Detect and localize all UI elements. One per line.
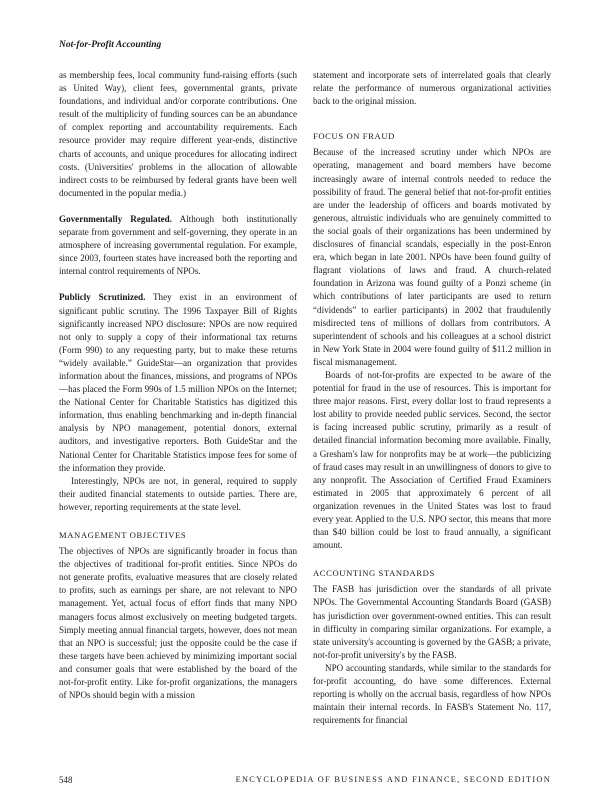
paragraph: Boards of not-for-profits are expected to be aware of the potential for fraud in the use of resources. This is important for three major reasons. First, every dollar lost to fraud represents a lost ability to provide needed public services. Second, the sector is facing increased public scrutiny, primarily as a result of detailed financial information becoming more available. Finally, a Gresham's law for nonprofits may be at work—the publicizing of fraud cases may result in an unwillingness of donors to give to any nonprofit. The Association of Certified Fraud Examiners estimated in 2005 that approximately 6 percent of all organization revenues in the United States was lost to fraud every year. Applied to the U.S. NPO sector, this means that more than $40 billion could be lost to fraud annually, a significant amount. xyxy=(313,369,551,551)
paragraph-text: Although both institutionally separate from government and self-governing, they operate in an atmosphere of increasing governmental regulation. For example, since 2003, fourteen states have increased both the reporting and internal control requirements of NPOs. xyxy=(59,213,297,277)
section-heading-focus-on-fraud: FOCUS ON FRAUD xyxy=(313,131,395,142)
running-header: Not-for-Profit Accounting xyxy=(59,40,162,50)
paragraph: Interestingly, NPOs are not, in general, required to supply their audited financial statements to outside parties. There are, however, reporting requirements at the state level. xyxy=(59,475,297,512)
right-column xyxy=(313,69,551,727)
paragraph: statement and incorporate sets of interrelated goals that clearly relate the performance of numerous organizational activities back to the original mission. xyxy=(313,70,551,107)
paragraph: NPO accounting standards, while similar to the standards for for-profit accounting, do have some differences. External reporting is wholly on the accrual basis, regardless of how NPOs maintain their internal records. In FASB's Statement No. 117, requirements for financial xyxy=(313,662,551,726)
run-in-heading: Publicly Scrutinized. xyxy=(59,292,146,303)
paragraph-publicly-scrutinized xyxy=(59,291,297,474)
paragraph: The FASB has jurisdiction over the standards of all private NPOs. The Governmental Accounting Standards Board (GASB) has jurisdiction over government-owned entities. This can result in difficulty in comparing similar organizations. For example, a state university's accounting is governed by the GASB; a private, not-for-profit university's by the FASB. xyxy=(313,584,551,660)
run-in-heading: Governmentally Regulated. xyxy=(59,213,172,224)
left-column xyxy=(59,69,297,702)
paragraph: as membership fees, local community fund-raising efforts (such as United Way), client fees, governmental grants, private foundations, and individual and/or corporate contributions. One result of the multiplicity of funding sources can be an abundance of complex reporting and accountability requirements. Each resource provider may require different year-ends, distinctive charts of accounts, and unique procedures for allocating indirect costs. (Universities' problems in the allocation of allowable indirect costs to be reimbursed by federal grants have been well documented in the popular media.) xyxy=(59,70,297,198)
section-heading-management-objectives: MANAGEMENT OBJECTIVES xyxy=(59,530,187,540)
paragraph-text: They exist in an environment of significant public scrutiny. The 1996 Taxpayer Bill of Rights significantly increased NPO disclosure: NPOs are now required not only to supply a copy of their informational tax returns (Form 990) to any requesting party, but to make these returns “widely available.” GuideStar—an organization that provides information about the finances, missions, and programs of NPOs—has placed the Form 990s of 1.5 million NPOs on the Internet; the National Center for Charitable Statistics has digitized this information, thus enabling benchmarking and in-depth financial analysis by NPO management, potential donors, external auditors, and investigative reporters. Both GuideStar and the National Center for Charitable Statistics impose fees for some of the information they provide. xyxy=(59,292,297,473)
section-heading-accounting-standards: ACCOUNTING STANDARDS xyxy=(313,568,435,579)
page-number: 548 xyxy=(59,775,73,785)
book-title: ENCYCLOPEDIA OF BUSINESS AND FINANCE, SECOND EDITION xyxy=(235,775,551,784)
paragraph-governmentally-regulated xyxy=(59,213,297,278)
paragraph: The objectives of NPOs are significantly broader in focus than the objectives of traditional for-profit entities. Since NPOs do not generate profits, evaluative measures that are closely related to profits, such as earnings per share, are not relevant to NPO management. Yet, actual focus of effort finds that many NPO managers focus almost exclusively on meeting budgeted targets. Simply meeting annual financial targets, however, does not mean that an NPO is successful; just the opposite could be the case if these targets have been achieved by minimizing important social and consumer goals that were established by the board of the not-for-profit entity. Like for-profit organizations, the managers of NPOs should begin with a mission xyxy=(59,546,297,701)
paragraph: Because of the increased scrutiny under which NPOs are operating, management and board members have become increasingly aware of internal controls needed to reduce the possibility of fraud. The general belief that not-for-profit entities are under the leadership of officers and boards motivated by generous, altruistic individuals who are genuinely committed to the social goals of their organizations has been undermined by disclosures of financial scandals, especially in the post-Enron era, which began in late 2001. NPOs have been found guilty of flagrant violations of laws and fraud. A church-related foundation in Arizona was found guilty of a Ponzi scheme (in which contributions of later participants are used to return “dividends” to earlier participants) in 2002 that fraudulently misdirected tens of millions of dollars from contributors. A superintendent of schools and his colleagues at a school district in New York State in 2004 were found guilty of $11.2 million in fiscal mismanagement. xyxy=(313,147,551,367)
